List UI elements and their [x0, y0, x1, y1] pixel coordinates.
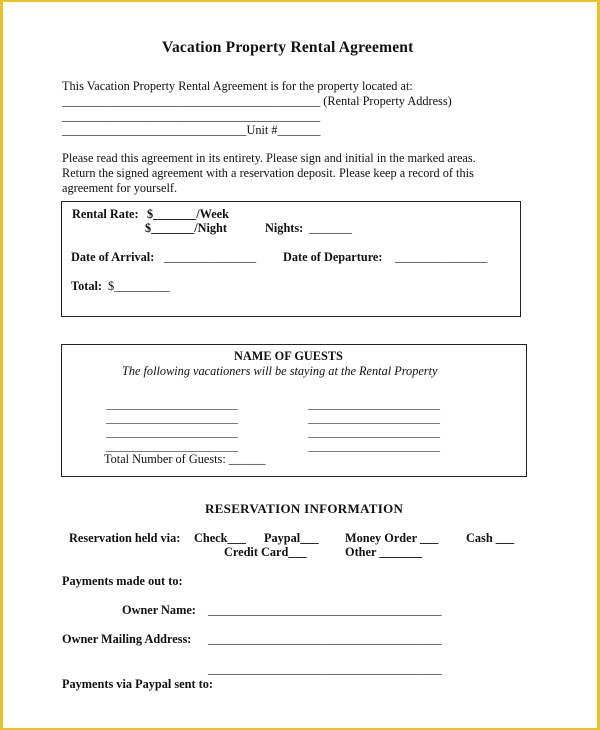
owner-name-field[interactable]: ______________________________________: [208, 603, 442, 617]
property-address-line[interactable]: __________________________________________ (Rental Property Address): [62, 94, 452, 108]
cash-option[interactable]: Cash ___: [466, 531, 515, 545]
nightly-rate-field[interactable]: $_______/Night: [145, 221, 227, 235]
owner-mailing-address-label: Owner Mailing Address:: [62, 632, 192, 646]
guest-name-field[interactable]: ______________________: [106, 397, 238, 411]
arrival-label: Date of Arrival:: [71, 250, 155, 264]
rental-rate-label: Rental Rate:: [72, 207, 139, 221]
guest-name-field[interactable]: ______________________: [308, 439, 440, 453]
total-guests-field[interactable]: Total Number of Guests: ______: [104, 452, 266, 466]
departure-label: Date of Departure:: [283, 250, 383, 264]
paypal-option[interactable]: Paypal___: [264, 531, 319, 545]
guests-subheading: The following vacationers will be staying at the Rental Property: [122, 364, 438, 378]
held-via-label: Reservation held via:: [69, 531, 181, 545]
other-option[interactable]: Other _______: [345, 545, 423, 559]
departure-field[interactable]: _______________: [395, 250, 488, 264]
owner-mailing-address-field-2[interactable]: ______________________________________: [208, 662, 442, 676]
instructions-line-3: agreement for yourself.: [62, 181, 178, 195]
total-label: Total:: [71, 279, 102, 293]
nights-label: Nights:: [265, 221, 304, 235]
intro-text: This Vacation Property Rental Agreement is for the property located at:: [62, 79, 413, 93]
payments-made-out-label: Payments made out to:: [62, 574, 183, 588]
weekly-rate-field[interactable]: $_______/Week: [147, 207, 229, 221]
money-order-option[interactable]: Money Order ___: [345, 531, 439, 545]
guest-name-field[interactable]: ______________________: [308, 425, 440, 439]
credit-card-option[interactable]: Credit Card___: [224, 545, 307, 559]
unit-line[interactable]: ______________________________Unit #_______: [62, 123, 321, 137]
paypal-recipient-label: Payments via Paypal sent to:: [62, 677, 213, 691]
instructions-line-1: Please read this agreement in its entirety. Please sign and initial in the marked areas.: [62, 151, 476, 165]
arrival-field[interactable]: _______________: [164, 250, 257, 264]
instructions-line-2: Return the signed agreement with a reservation deposit. Please keep a record of this: [62, 166, 474, 180]
owner-name-label: Owner Name:: [122, 603, 196, 617]
total-field[interactable]: $_________: [108, 279, 170, 293]
nights-field[interactable]: _______: [309, 221, 353, 235]
reservation-heading: RESERVATION INFORMATION: [205, 501, 404, 516]
check-option[interactable]: Check___: [194, 531, 246, 545]
guest-name-field[interactable]: ______________________: [106, 411, 238, 425]
guest-name-field[interactable]: ______________________: [106, 439, 238, 453]
document-title: Vacation Property Rental Agreement: [162, 39, 414, 56]
guest-name-field[interactable]: ______________________: [308, 397, 440, 411]
guests-heading: NAME OF GUESTS: [234, 349, 343, 363]
guest-name-field[interactable]: ______________________: [106, 425, 238, 439]
guest-name-field[interactable]: ______________________: [308, 411, 440, 425]
property-address-line-2[interactable]: __________________________________________: [62, 109, 321, 123]
owner-mailing-address-field[interactable]: ______________________________________: [208, 632, 442, 646]
